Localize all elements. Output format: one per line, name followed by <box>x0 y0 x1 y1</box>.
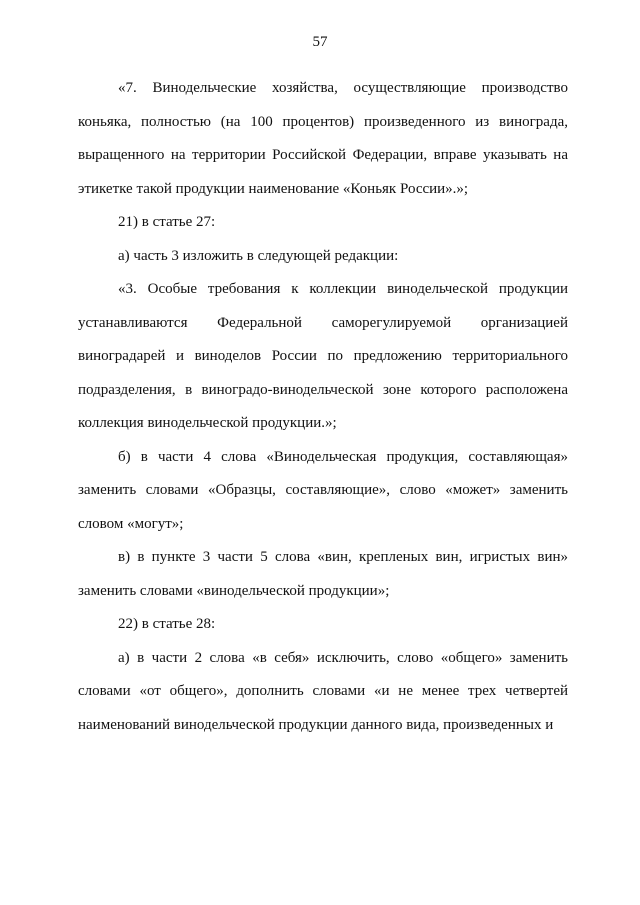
paragraph-item-21a: а) часть 3 изложить в следующей редакции: <box>118 247 399 264</box>
paragraph-item-21v: в) в пункте 3 части 5 слова «вин, крепленых вин, игристых вин» заменить словами «винодельческой продукции»; <box>78 549 568 599</box>
document-body <box>78 72 568 742</box>
page-number: 57 <box>312 34 328 50</box>
paragraph-cognac-clause: «7. Винодельческие хозяйства, осуществляющие производство коньяка, полностью (на 100 процентов) произведенного из винограда, выращенного на территории Российской Федерации, вправе указывать на этикетке такой продукции наименование «Коньяк России».»; <box>78 80 568 197</box>
paragraph-item-21b: б) в части 4 слова «Винодельческая продукция, составляющая» заменить словами «Образцы, составляющие», слово «может» заменить словом «могут»; <box>78 448 568 532</box>
paragraph-item-22: 22) в статье 28: <box>118 616 216 632</box>
paragraph-item-22a: а) в части 2 слова «в себя» исключить, слово «общего» заменить словами «от общего», дополнить словами «и не менее трех четвертей наименований винодельческой продукции данного вида, произведенных и <box>78 649 568 733</box>
paragraph-collection-requirements: «3. Особые требования к коллекции винодельческой продукции устанавливаются Федеральной саморегулируемой организацией виноградарей и виноделов России по предложению территориального подразделения, в виноградо-винодельческой зоне которого расположена коллекция винодельческой продукции.»; <box>78 281 568 431</box>
paragraph-item-21: 21) в статье 27: <box>118 214 216 230</box>
